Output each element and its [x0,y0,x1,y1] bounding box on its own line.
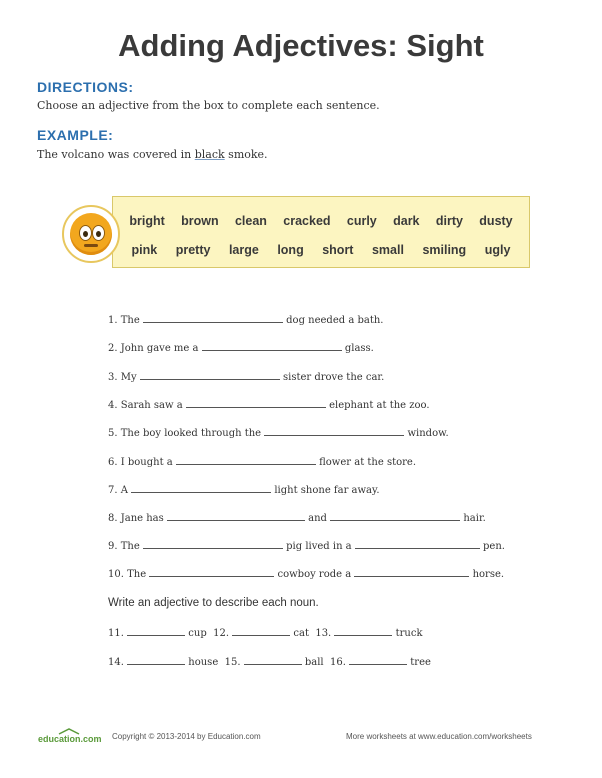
word-bank-word: short [322,243,354,257]
word-bank-word: clean [234,214,267,228]
word-bank-word: dark [393,214,420,228]
answer-blank[interactable] [167,511,305,521]
sentence-9: 9. The pig lived in a pen. [108,541,505,552]
sentence-6: 6. I bought a flower at the store. [108,457,416,468]
sentence-10: 10. The cowboy rode a horse. [108,569,505,580]
word-bank-word: pretty [175,243,211,257]
answer-blank[interactable] [244,655,302,665]
example-after: smoke. [224,148,268,161]
word-bank-word: brown [181,214,219,228]
answer-blank[interactable] [131,483,271,493]
answer-blank[interactable] [232,626,290,636]
example-word: black [194,148,225,161]
answer-blank[interactable] [149,567,274,577]
directions-label: DIRECTIONS: [37,79,134,95]
word-bank-row-2 [113,243,529,257]
answer-blank[interactable] [355,539,480,549]
example-before: The volcano was covered in [37,148,195,161]
word-bank-word: pink [131,243,158,257]
word-bank-word: cracked [283,214,331,228]
copyright-text: Copyright © 2013-2014 by Education.com [112,732,261,741]
word-bank-word: dusty [479,214,513,228]
answer-blank[interactable] [349,655,407,665]
page-title: Adding Adjectives: Sight [118,28,484,63]
answer-blank[interactable] [264,426,404,436]
answer-blank[interactable] [186,398,326,408]
word-bank-word: dirty [435,214,463,228]
sentence-4: 4. Sarah saw a elephant at the zoo. [108,400,430,411]
answer-blank[interactable] [127,626,185,636]
answer-blank[interactable] [354,567,469,577]
sentence-1: 1. The dog needed a bath. [108,315,384,326]
sentence-2: 2. John gave me a glass. [108,343,374,354]
noun-row-1: 11. cup 12. cat 13. truck [108,628,423,639]
answer-blank[interactable] [330,511,460,521]
word-bank-word: ugly [484,243,511,257]
word-bank-word: smiling [422,243,467,257]
answer-blank[interactable] [143,313,283,323]
sentence-3: 3. My sister drove the car. [108,372,385,383]
noun-row-2: 14. house 15. ball 16. tree [108,657,431,668]
write-prompt: Write an adjective to describe each noun. [108,597,319,609]
word-bank-word: small [371,243,404,257]
answer-blank[interactable] [143,539,283,549]
word-bank [112,196,530,268]
word-bank-word: bright [129,214,165,228]
answer-blank[interactable] [127,655,185,665]
education-logo: education.com [38,727,102,744]
sentence-8: 8. Jane has and hair. [108,513,486,524]
more-worksheets-text: More worksheets at www.education.com/worksheets [346,732,532,741]
word-bank-word: long [277,243,304,257]
smiley-face-icon [62,205,120,263]
example-sentence [37,148,268,161]
answer-blank[interactable] [202,341,342,351]
word-bank-row-1 [113,214,529,228]
example-label: EXAMPLE: [37,127,114,143]
answer-blank[interactable] [334,626,392,636]
directions-text: Choose an adjective from the box to complete each sentence. [37,99,380,112]
sentence-5: 5. The boy looked through the window. [108,428,449,439]
word-bank-word: curly [346,214,377,228]
answer-blank[interactable] [140,370,280,380]
word-bank-word: large [228,243,259,257]
answer-blank[interactable] [176,455,316,465]
sentence-7: 7. A light shone far away. [108,485,380,496]
